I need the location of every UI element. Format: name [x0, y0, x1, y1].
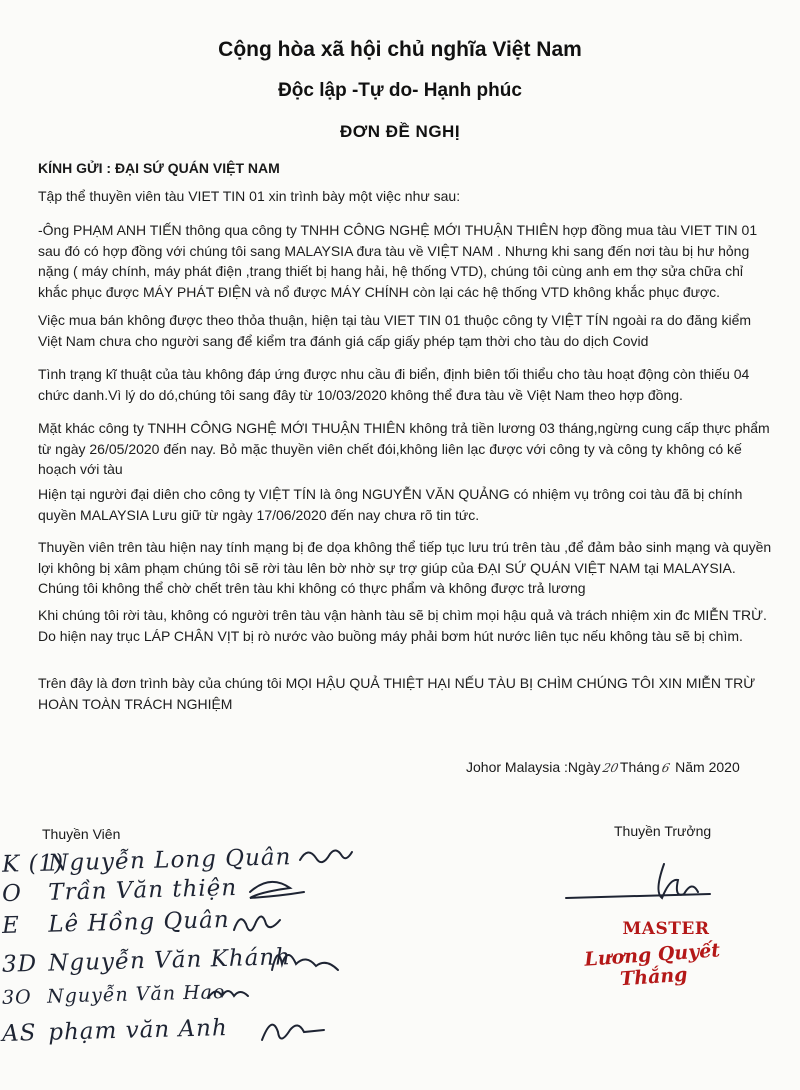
captain-stamp-name: Lương Quyết Thắng — [583, 939, 721, 991]
date-day: 20 — [601, 761, 620, 775]
date-prefix: Johor Malaysia :Ngày — [466, 759, 601, 775]
paragraph-intro: Tập thể thuyền viên tàu VIET TIN 01 xin trình bày một việc như sau: — [38, 188, 461, 204]
signature-mark — [658, 864, 698, 898]
paragraph-agreement: Việc mua bán không được theo thỏa thuận, hiện tại tàu VIET TIN 01 thuộc công ty VIỆT TÍN ngoài ra do đăng kiểm Việt Nam chưa cho người sang để kiểm tra đánh giá cấp giấy phép tạm thời cho tàu do dịch Covid — [38, 312, 752, 349]
paragraph-safety: Thuyền viên trên tàu hiện nay tính mạng bị đe dọa không thể tiếp tục lưu trú trên tàu ,để đảm bảo sinh mạng và quyền lợi không bị xâm phạm chúng tôi sẽ rời tàu lên bờ nhờ sự trợ giúp của ĐẠI SỨ QUÁN VIỆT NAM tại MALAYSIA. Chúng tôi không thể chờ chết trên tàu khi không có thực phẩm và không được trả lương — [38, 539, 772, 596]
crew-name: Lê Hồng Quân — [47, 907, 230, 938]
crew-name: Nguyễn Văn Khánh — [48, 944, 292, 977]
signature-mark — [208, 991, 248, 998]
crew-label: Thuyền Viên — [42, 826, 121, 842]
signature-mark — [300, 850, 352, 862]
date-month-label: Tháng — [619, 759, 660, 775]
crew-rank: O — [1, 880, 23, 908]
crew-rank: E — [1, 912, 21, 939]
paragraph-contract: -Ông PHẠM ANH TIẾN thông qua công ty TNHH CÔNG NGHỆ MỚI THUẬN THIÊN hợp đồng mua tàu VIET TIN 01 sau đó có hợp đồng với chúng tôi sang MALAYSIA đưa tàu về VIỆT NAM . Nhưng khi sang đến nơi tàu bị hư hỏng nặng ( máy chính, máy phát điện ,trang thiết bị hang hải, hệ thống VTD), chúng tôi cùng anh em thợ sửa chữa chỉ khắc phục được MÁY PHÁT ĐIỆN và nổ được MÁY CHÍNH còn lại các hệ thống VTD không khắc phục được. — [38, 222, 758, 300]
paragraph-technical: Tình trạng kĩ thuật của tàu không đáp ứng được nhu cầu đi biển, định biên tối thiểu cho tàu hoạt động còn thiếu 04 chức danh.Vì lý do dó,chúng tôi sang đây từ 10/03/2020 không thể đưa tàu về Việt Nam theo hợp đồng. — [38, 366, 750, 403]
document-title: ĐƠN ĐỀ NGHỊ — [339, 122, 461, 141]
paragraph-representative: Hiện tại người đại diên cho công ty VIỆT TÍN là ông NGUYỄN VĂN QUẢNG có nhiệm vụ trông coi tàu đã bị chính quyền MALAYSIA Lưu giữ từ ngày 17/06/2020 đến nay chưa rõ tin tức. — [38, 486, 743, 523]
crew-rank: K (1) — [1, 850, 65, 878]
signature-mark — [262, 1025, 324, 1040]
date-year: Năm 2020 — [675, 759, 740, 775]
captain-stamp-title: MASTER — [622, 919, 710, 939]
recipient-line: KÍNH GỬI : ĐẠI SỨ QUÁN VIỆT NAM — [38, 160, 280, 176]
captain-signature — [560, 858, 740, 918]
crew-rank: 3O — [1, 986, 32, 1009]
signature-mark — [566, 894, 710, 898]
crew-name: Trần Văn thiện — [47, 874, 238, 906]
crew-name: Nguyễn Long Quân — [48, 844, 292, 877]
signature-mark — [234, 916, 280, 930]
crew-rank: 3D — [1, 950, 38, 978]
crew-name: phạm văn Anh — [47, 1015, 229, 1046]
crew-rank: AS — [1, 1020, 37, 1047]
signature-mark — [272, 955, 338, 970]
date-month: 6 — [660, 761, 671, 775]
crew-name: Nguyễn Văn Hao — [46, 981, 226, 1008]
paragraph-wages: Mặt khác công ty TNHH CÔNG NGHỆ MỚI THUẬN THIÊN không trả tiền lương 03 tháng,ngừng cung cấp thực phẩm từ ngày 26/05/2020 đến nay. Bỏ mặc thuyền viên chết đói,không liên lạc được với công ty và công ty không có kế hoạch với tàu — [38, 420, 770, 477]
paragraph-conclusion: Trên đây là đơn trình bày của chúng tôi MỌI HẬU QUẢ THIỆT HẠI NẾU TÀU BỊ CHÌM CHÚNG TÔI XIN MIỄN TRỪ HOÀN TOÀN TRÁCH NGHIỆM — [38, 675, 756, 712]
national-motto: Độc lập -Tự do- Hạnh phúc — [278, 80, 522, 101]
national-title: Cộng hòa xã hội chủ nghĩa Việt Nam — [218, 38, 582, 61]
captain-label: Thuyền Trưởng — [614, 823, 712, 839]
paragraph-liability: Khi chúng tôi rời tàu, không có người trên tàu vận hành tàu sẽ bị chìm mọi hậu quả và trách nhiệm xin đc MIỄN TRỪ. Do hiện nay trục LÁP CHÂN VỊT bị rò nước vào buồng máy phải bơm hút nước liên tục nếu không tàu sẽ bị chìm. — [38, 607, 767, 644]
signature-mark — [250, 882, 304, 898]
